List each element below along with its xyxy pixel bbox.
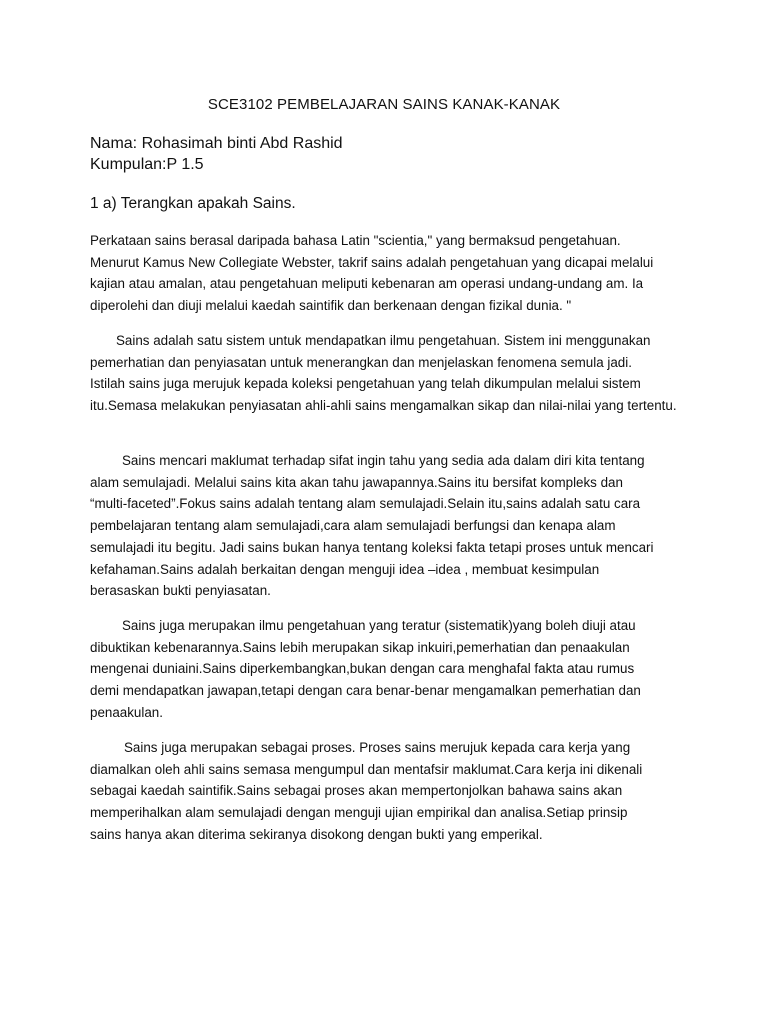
paragraph-line: Perkataan sains berasal daripada bahasa Latin "scientia," yang bermaksud pengetahuan. xyxy=(90,233,621,248)
paragraph-line: Sains juga merupakan sebagai proses. Proses sains merujuk kepada cara kerja yang xyxy=(124,740,631,755)
paragraph-line: pemerhatian dan penyiasatan untuk menerangkan dan menjelaskan fenomena semula jadi. xyxy=(90,354,632,370)
paragraph-line: Istilah sains juga merujuk kepada koleksi pengetahuan yang telah dikumpulan melalui sistem xyxy=(90,376,641,392)
paragraph-line: Menurut Kamus New Collegiate Webster, takrif sains adalah pengetahuan yang dicapai melalui xyxy=(90,254,654,270)
paragraph-systematic xyxy=(90,615,680,724)
paragraph-line: dibuktikan kebenarannya.Sains lebih merupakan sikap inkuiri,pemerhatian dan penaakulan xyxy=(90,639,630,655)
paragraph-process xyxy=(90,737,680,846)
paragraph-line: berasaskan bukti penyiasatan. xyxy=(90,583,271,599)
paragraph-line: penaakulan. xyxy=(90,704,163,720)
question-heading: 1 a) Terangkan apakah Sains. xyxy=(90,195,296,212)
paragraph-line: diperolehi dan diuji melalui kaedah saintifik dan berkenaan dengan fizikal dunia. " xyxy=(90,298,572,314)
paragraph-line: memperihalkan alam semulajadi dengan menguji ujian empirikal dan analisa.Setiap prinsip xyxy=(90,805,628,821)
paragraph-curiosity xyxy=(90,450,680,602)
paragraph-line: Sains adalah satu sistem untuk mendapatkan ilmu pengetahuan. Sistem ini menggunakan xyxy=(116,333,651,348)
paragraph-line: kefahaman.Sains adalah berkaitan dengan menguji idea –idea , membuat kesimpulan xyxy=(90,561,600,577)
paragraph-line: “multi-faceted”.Fokus sains adalah tentang alam semulajadi.Selain itu,sains adalah satu cara xyxy=(90,496,641,512)
paragraph-line: Sains juga merupakan ilmu pengetahuan yang teratur (sistematik)yang boleh diuji atau xyxy=(122,618,636,633)
paragraph-line: mengenai duniaini.Sains diperkembangkan,bukan dengan cara menghafal fakta atau rumus xyxy=(90,661,635,677)
student-group: Kumpulan:P 1.5 xyxy=(90,156,204,173)
paragraph-line: diamalkan oleh ahli sains semasa mengumpul dan mentafsir maklumat.Cara kerja ini dikenali xyxy=(90,761,643,777)
paragraph-line: demi mendapatkan jawapan,tetapi dengan cara benar-benar mengamalkan pemerhatian dan xyxy=(90,683,641,699)
paragraph-line: sebagai kaedah saintifik.Sains sebagai proses akan mempertonjolkan bahawa sains akan xyxy=(90,783,623,799)
paragraph-line: alam semulajadi. Melalui sains kita akan tahu jawapannya.Sains itu bersifat kompleks dan xyxy=(90,474,623,490)
paragraph-definition xyxy=(90,230,680,317)
document-title: SCE3102 PEMBELAJARAN SAINS KANAK-KANAK xyxy=(207,96,561,113)
paragraph-line: semulajadi itu begitu. Jadi sains bukan hanya tentang koleksi fakta tetapi proses untuk mencari xyxy=(90,539,654,555)
paragraph-line: pembelajaran tentang alam semulajadi,cara alam semulajadi berfungsi dan kenapa alam xyxy=(90,518,616,534)
paragraph-system xyxy=(90,330,680,417)
paragraph-line: sains hanya akan diterima sekiranya disokong dengan bukti yang emperikal. xyxy=(90,826,543,842)
paragraph-line: itu.Semasa melakukan penyiasatan ahli-ahli sains mengamalkan sikap dan nilai-nilai yang tertentu. xyxy=(90,398,677,414)
student-name: Nama: Rohasimah binti Abd Rashid xyxy=(90,135,343,152)
paragraph-line: Sains mencari maklumat terhadap sifat ingin tahu yang sedia ada dalam diri kita tentang xyxy=(122,453,645,468)
paragraph-line: kajian atau amalan, atau pengetahuan meliputi kebenaran am operasi undang-undang am. Ia xyxy=(90,276,644,292)
